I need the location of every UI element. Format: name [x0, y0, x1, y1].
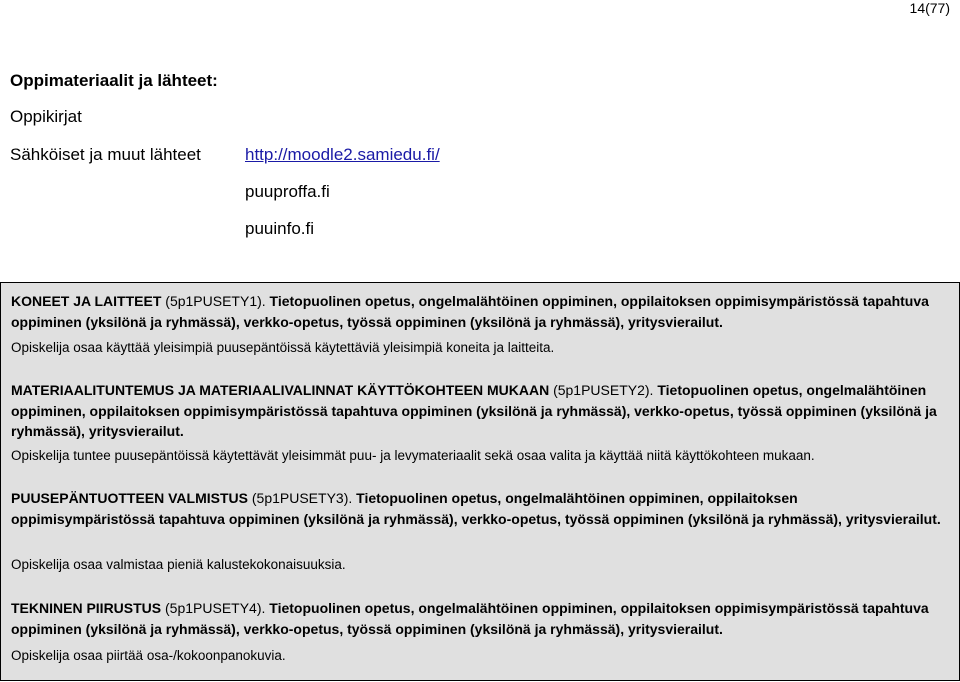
puuproffa-link[interactable]: puuproffa.fi — [245, 182, 330, 201]
unit-3-goal: Opiskelija osaa valmistaa pieniä kalustekokonaisuuksia. — [11, 557, 346, 572]
unit-2-description: Tietopuolinen opetus, ongelmalähtöinen oppiminen, oppilaitoksen oppimisympäristössä tapahtuva oppiminen (yksilönä ja ryhmässä), verkko-opetus, työssä oppiminen (yksilönä ja ryhmässä), yritysvierailut. — [11, 382, 937, 439]
study-units-box — [0, 282, 960, 681]
materials-heading: Oppimateriaalit ja lähteet: — [10, 71, 218, 90]
unit-3-heading: PUUSEPÄNTUOTTEEN VALMISTUS — [11, 490, 248, 506]
unit-2-block — [11, 380, 941, 442]
unit-4-code: (5p1PUSETY4). — [161, 600, 266, 616]
electronic-sources-label: Sähköiset ja muut lähteet — [10, 145, 201, 164]
unit-4-heading: TEKNINEN PIIRUSTUS — [11, 600, 162, 616]
unit-3-description: Tietopuolinen opetus, ongelmalähtöinen oppiminen, oppilaitoksen oppimisympäristössä tapahtuva oppiminen (yksilönä ja ryhmässä), verkko-opetus, työssä oppiminen (yksilönä ja ryhmässä), yritysvierailut. — [11, 490, 941, 527]
unit-1-code: (5p1PUSETY1). — [161, 293, 266, 309]
unit-4-description: Tietopuolinen opetus, ongelmalähtöinen oppiminen, oppilaitoksen oppimisympäristössä tapahtuva oppiminen (yksilönä ja ryhmässä), verkko-opetus, työssä oppiminen (yksilönä ja ryhmässä), yritysvierailut. — [11, 600, 929, 637]
unit-2-goal: Opiskelija tuntee puusepäntöissä käytettävät yleisimmät puu- ja levymateriaalit sekä osaa valita ja käyttää niitä käyttökohteen mukaan. — [11, 448, 815, 463]
unit-1-goal: Opiskelija osaa käyttää yleisimpiä puusepäntöissä käytettäviä yleisimpiä koneita ja laitteita. — [11, 340, 555, 355]
unit-4-block — [11, 598, 941, 639]
unit-4-goal: Opiskelija osaa piirtää osa-/kokoonpanokuvia. — [11, 648, 286, 663]
unit-2-code: (5p1PUSETY2). — [549, 382, 654, 398]
moodle-link[interactable]: http://moodle2.samiedu.fi/ — [245, 145, 440, 164]
textbooks-label: Oppikirjat — [10, 107, 82, 126]
page-number: 14(77) — [909, 0, 950, 16]
unit-3-block — [11, 488, 941, 529]
unit-3-code: (5p1PUSETY3). — [247, 490, 353, 506]
unit-2-heading: MATERIAALITUNTEMUS JA MATERIAALIVALINNAT KÄYTTÖKOHTEEN MUKAAN — [11, 382, 550, 398]
unit-1-block — [11, 291, 941, 332]
puuinfo-link[interactable]: puuinfo.fi — [245, 219, 314, 238]
unit-1-description: Tietopuolinen opetus, ongelmalähtöinen oppiminen, oppilaitoksen oppimisympäristössä tapahtuva oppiminen (yksilönä ja ryhmässä), verkko-opetus, työssä oppiminen (yksilönä ja ryhmässä), yritysvierailut. — [11, 293, 929, 330]
unit-1-heading: KONEET JA LAITTEET — [11, 293, 162, 309]
